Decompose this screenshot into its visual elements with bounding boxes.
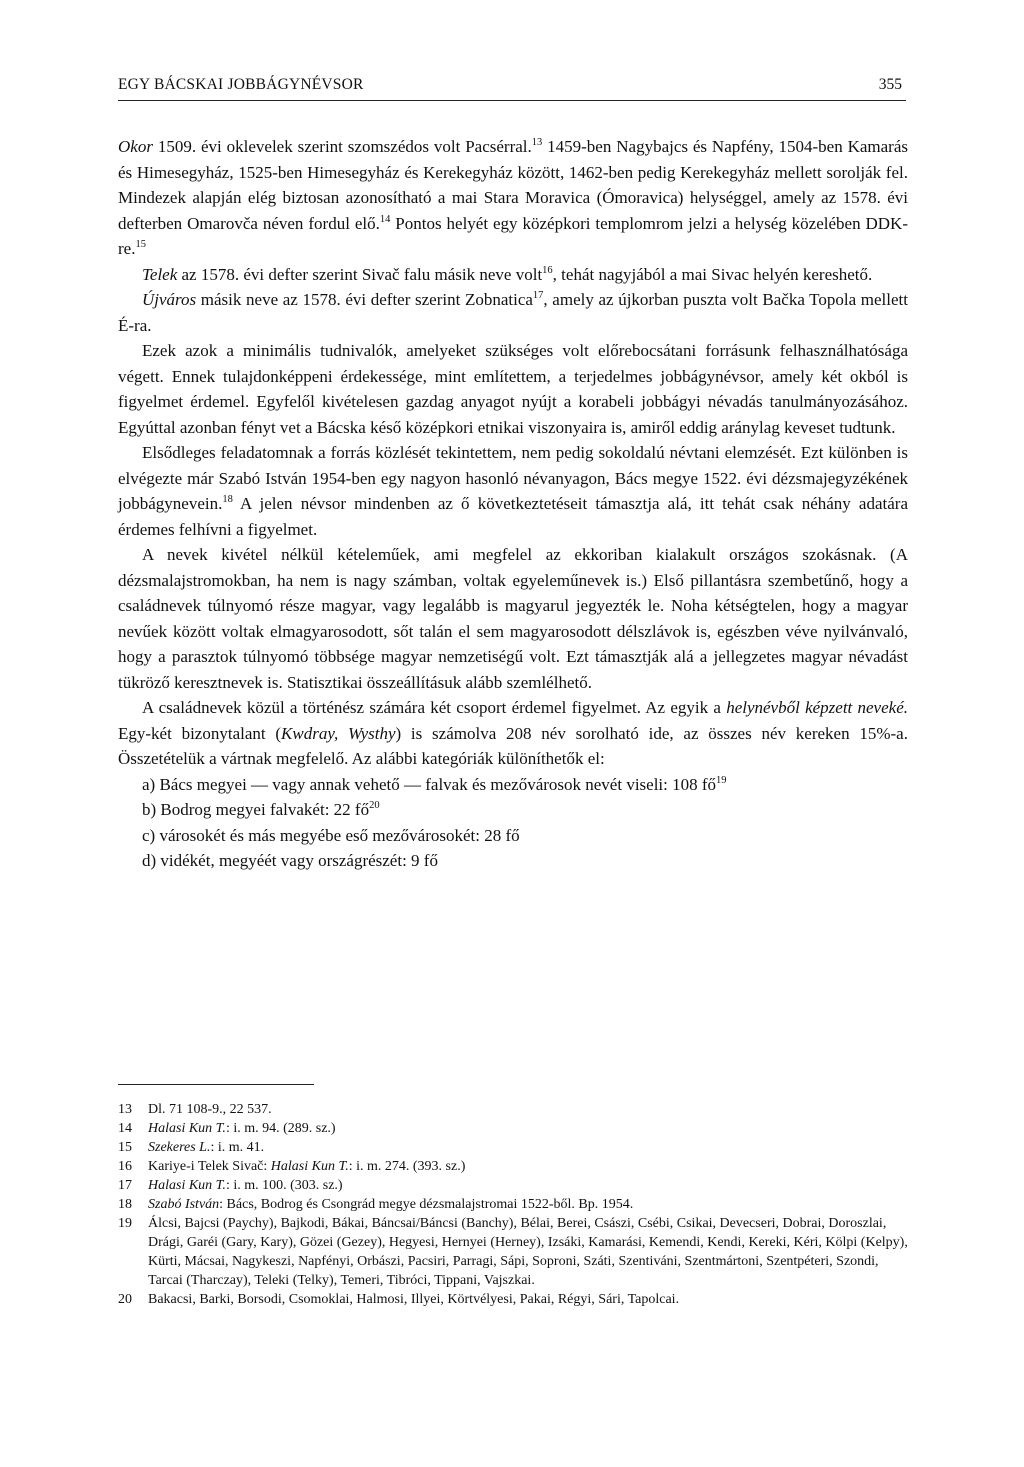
emphasis-text: helynévből képzett neveké. — [726, 698, 908, 717]
paragraph-okor — [118, 134, 908, 262]
paragraph-text: A nevek kivétel nélkül kételeműek, ami megfelel az ekkoriban kialakult országos szokásnak. (A dézsmalajstromokban, ha nem is nagy számban, voltak egyeleműnevek is.) Első pillantásra szembetűnő, hogy a családnevek túlnyomó része magyar, vagy legalább is magyarul jegyezték le. Noha kétségtelen, hogy a magyar nevűek között voltak elmagyarosodott, sőt talán el sem magyarosodott délszlávok is, egészben véve nyilvánvaló, hogy a parasztok túlnyomó többsége magyar nemzetiségű volt. Ezt támasztják alá a jellegzetes magyar névadást tükröző keresztnevek is. Statisztikai összeállításuk alább szemlélhető. — [118, 545, 908, 692]
paragraph-text: A családnevek közül a történész számára két csoport érdemel figyelmet. Az egyik a — [142, 698, 727, 717]
footnote-text-part: : i. m. 94. (289. sz.) — [225, 1121, 336, 1136]
footnote-20 — [118, 1290, 908, 1309]
footnote-ref-18: 18 — [222, 494, 233, 505]
footnote-number: 13 — [118, 1102, 132, 1117]
paragraph-names — [118, 542, 908, 695]
footnote-text — [148, 1157, 908, 1176]
paragraph-text: 1459-ben Nagybajcs és Napfény, 1504-ben Kamarás és Himesegyház, 1525-ben Himesegyház és Kerekegyház között, 1462-ben pedig Kerekegyház mellett sorolják fel. Mindezek alapján elég biztosan azonosítható a mai Stara Moravica (Ómoravica) helységgel, amely az 1578. évi defterben Omarovča néven fordul elő. — [118, 137, 908, 233]
footnote-text — [148, 1290, 908, 1309]
author-name: Szekeres L. — [148, 1140, 211, 1155]
paragraph-text: Pontos helyét egy középkori templomrom jelzi a helység közelében DDK-re. — [118, 213, 908, 258]
footnote-ref-14: 14 — [379, 213, 391, 225]
list-item-text: d) vidékét, megyéét vagy országrészét: 9 fő — [142, 851, 438, 870]
list-item-text: c) városokét és más megyébe eső mezővárosokét: 28 fő — [142, 825, 520, 845]
footnote-text — [148, 1138, 908, 1157]
footnote-text — [148, 1176, 908, 1195]
footnote-ref-20: 20 — [369, 800, 380, 811]
example-names: Kwdray, Wysthy — [281, 723, 396, 743]
footnote-number: 20 — [118, 1292, 132, 1307]
footnote-text-part: : i. m. 41. — [210, 1140, 265, 1155]
footnote-15 — [118, 1138, 908, 1157]
footnote-text-part: : Bács, Bodrog és Csongrád megye dézsmalajstromai 1522-ből. Bp. 1954. — [219, 1197, 634, 1212]
paragraph-text: ) is számolva 208 név sorolható ide, az összes név kereken 15%-a. Összetételük a vártnak megfelelő. Az alábbi kategóriák különíthetők el: — [118, 723, 908, 768]
list-item — [118, 772, 908, 798]
paragraph-text: másik neve az 1578. évi defter szerint Zobnatica — [196, 290, 533, 309]
body-text — [118, 134, 908, 874]
author-name: Halasi Kun T. — [148, 1121, 226, 1136]
paragraph-intro — [118, 338, 908, 440]
paragraph-ujvaros — [118, 287, 908, 338]
page-number: 355 — [878, 76, 902, 93]
paragraph-text: A jelen névsor mindenben az ő következtetéseit támasztja alá, itt tehát csak néhány adatára érdemes felhívni a figyelmet. — [118, 494, 908, 539]
footnote-text — [148, 1100, 908, 1119]
footnote-ref-17: 17 — [532, 290, 544, 301]
running-head: EGY BÁCSKAI JOBBÁGYNÉVSOR — [118, 76, 364, 93]
footnote-text — [148, 1119, 908, 1138]
footnote-16 — [118, 1157, 908, 1176]
footnote-ref-13: 13 — [531, 137, 543, 148]
footnote-rule — [118, 1084, 314, 1085]
footnote-number: 14 — [118, 1121, 132, 1136]
paragraph-text: Egy-két bizonytalant ( — [118, 723, 282, 743]
footnote-14 — [118, 1119, 908, 1138]
paragraph-text: Ezek azok a minimális tudnivalók, amelyeket szükséges volt előrebocsátani forrásunk felhasználhatósága végett. Ennek tulajdonképpeni érdekessége, mint említettem, a terjedelmes jobbágynévsor, amely két okból is figyelmet érdemel. Egyfelől kivételesen gazdag anyagot nyújt a korabeli jobbágyi névadás tanulmányozásához. Egyúttal azonban fényt vet a Bácska késő középkori etnikai viszonyaira is, amiről eddig aránylag keveset tudtunk. — [118, 341, 908, 437]
footnote-text-part: Álcsi, Bajcsi (Paychy), Bajkodi, Bákai, Báncsai/Báncsi (Banchy), Bélai, Berei, Császi, Csébi, Csikai, Devecseri, Dobrai, Doroszlai, Drági, Garéi (Gary, Kary), Gözei (Gezey), Hegyesi, Hernyei (Herney), Izsáki, Kamarási, Kemendi, Kendi, Kereki, Kéri, Kölpi (Kelpy), Kürti, Mácsai, Nagykeszi, Napfényi, Orbászi, Pacsiri, Parragi, Sápi, Soproni, Száti, Szentiváni, Szentmártoni, Szentpéteri, Szondi, Tarcai (Tharczay), Teleki (Telky), Temeri, Tibróci, Tippani, Vajszkai. — [148, 1216, 908, 1288]
footnote-ref-16: 16 — [542, 264, 553, 276]
footnote-ref-19: 19 — [716, 774, 727, 786]
footnotes — [118, 1100, 908, 1309]
list-item-text: b) Bodrog megyei falvakét: 22 fő — [142, 800, 370, 819]
footnote-text-part: Dl. 71 108-9., 22 537. — [148, 1102, 272, 1117]
footnote-number: 17 — [118, 1178, 132, 1193]
footnote-number: 15 — [118, 1140, 132, 1155]
place-name-telek: Telek — [142, 264, 178, 284]
list-item — [118, 823, 908, 849]
footnote-number: 19 — [118, 1216, 132, 1231]
footnote-18 — [118, 1195, 908, 1214]
paragraph-text: Elsődleges feladatomnak a forrás közlését tekintettem, nem pedig sokoldalú névtani elemzését. Ezt különben is elvégezte már Szabó István 1954-ben egy nagyon hasonló névanyagon, Bács megye 1522. évi dézsmajegyzékének jobbágynevein. — [118, 443, 908, 513]
paragraph-text: , amely az újkorban puszta volt Bačka Topola mellett É-ra. — [118, 290, 908, 335]
footnote-number: 18 — [118, 1197, 132, 1212]
author-name: Halasi Kun T. — [148, 1178, 226, 1193]
paragraph-text: 1509. évi oklevelek szerint szomszédos volt Pacsérral. — [152, 137, 532, 156]
paragraph-aim — [118, 440, 908, 542]
footnote-text — [148, 1195, 908, 1214]
footnote-ref-15: 15 — [135, 239, 146, 250]
list-item — [118, 848, 908, 874]
footnote-19 — [118, 1214, 908, 1290]
list-item-text: a) Bács megyei — vagy annak vehető — falvak és mezővárosok nevét viseli: 108 fő — [142, 774, 717, 794]
footnote-13 — [118, 1100, 908, 1119]
footnote-text-part: : i. m. 274. (393. sz.) — [348, 1159, 466, 1174]
footnote-number: 16 — [118, 1159, 132, 1174]
footnote-text — [148, 1214, 908, 1290]
paragraph-families — [118, 695, 908, 772]
footnote-text-part: : i. m. 100. (303. sz.) — [225, 1178, 343, 1193]
paragraph-text: , tehát nagyjából a mai Sivac helyén kereshető. — [552, 264, 873, 284]
footnote-text-part: Bakacsi, Barki, Borsodi, Csomoklai, Halmosi, Illyei, Körtvélyesi, Pakai, Régyi, Sári, Tapolcai. — [148, 1292, 680, 1307]
footnote-text-part: Kariye-i Telek Sivač: — [148, 1159, 271, 1174]
place-name-ujvaros: Újváros — [142, 290, 197, 309]
page-header — [118, 76, 906, 101]
author-name: Halasi Kun T. — [270, 1159, 349, 1174]
author-name: Szabó István — [148, 1197, 220, 1212]
list-item — [118, 797, 908, 823]
footnote-17 — [118, 1176, 908, 1195]
paragraph-telek — [118, 262, 908, 288]
place-name-okor: Okor — [118, 137, 153, 156]
paragraph-text: az 1578. évi defter szerint Sivač falu másik neve volt — [177, 264, 543, 284]
